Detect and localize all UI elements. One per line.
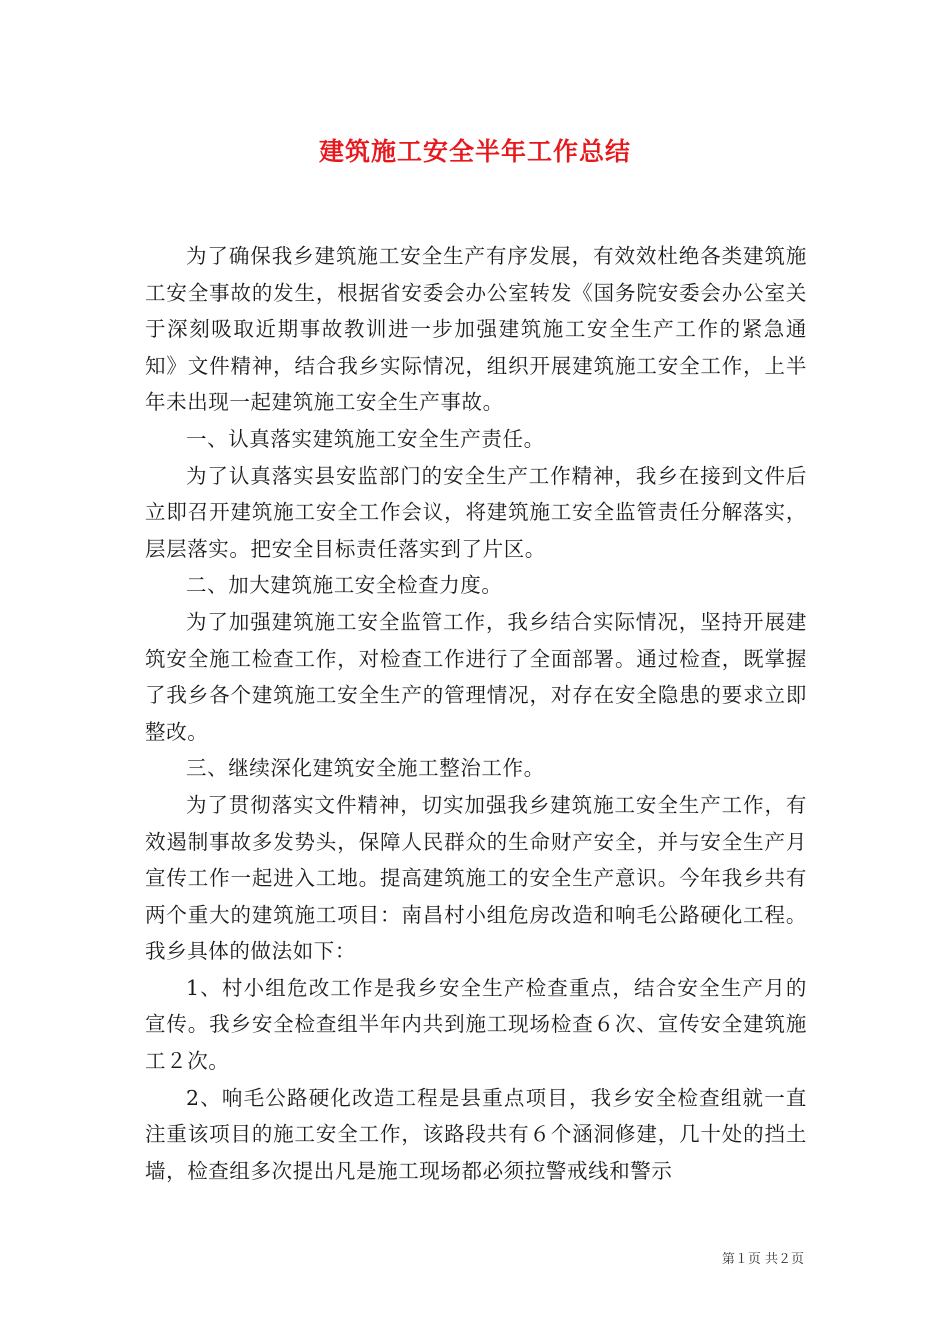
paragraph-intro: 为了确保我乡建筑施工安全生产有序发展，有效效杜绝各类建筑施工安全事故的发生，根据省安委会办公室转发《国务院安委会办公室关于深刻吸取近期事故教训进一步加强建筑施工安全生产工作的紧急通知》文件精神，结合我乡实际情况，组织开展建筑施工安全工作，上半年未出现一起建筑施工安全生产事故。 [145, 244, 807, 415]
paragraph-section-2: 为了加强建筑施工安全监管工作，我乡结合实际情况，坚持开展建筑安全施工检查工作，对检查工作进行了全面部署。通过检查，既掌握了我乡各个建筑施工安全生产的管理情况，对存在安全隐患的要求立即整改。 [145, 609, 807, 744]
paragraph-section-3: 为了贯彻落实文件精神，切实加强我乡建筑施工安全生产工作，有效遏制事故多发势头，保障人民群众的生命财产安全，并与安全生产月宣传工作一起进入工地。提高建筑施工的安全生产意识。今年我乡共有两个重大的建筑施工项目：南昌村小组危房改造和响毛公路硬化工程。我乡具体的做法如下： [145, 792, 807, 964]
document-title: 建筑施工安全半年工作总结 [318, 137, 631, 166]
paragraph-section-1: 为了认真落实县安监部门的安全生产工作精神，我乡在接到文件后立即召开建筑施工安全工作会议，将建筑施工安全监管责任分解落实，层层落实。把安全目标责任落实到了片区。 [145, 463, 807, 561]
section-heading-3: 三、继续深化建筑安全施工整治工作。 [186, 756, 545, 781]
document-body [145, 238, 807, 1189]
page-number: 第１页 共２页 [721, 1252, 804, 1267]
section-heading-1: 一、认真落实建筑施工安全生产责任。 [186, 426, 545, 451]
section-heading-2: 二、加大建筑施工安全检查力度。 [186, 573, 503, 598]
list-item-2: 2、响毛公路硬化改造工程是县重点项目，我乡安全检查组就一直注重该项目的施工安全工作，该路段共有６个涵洞修建，几十处的挡土墙，检查组多次提出凡是施工现场都必须拉警戒线和警示 [145, 1085, 807, 1183]
list-item-1: 1、村小组危改工作是我乡安全生产检查重点，结合安全生产月的宣传。我乡安全检查组半年内共到施工现场检查６次、宣传安全建筑施工２次。 [145, 975, 807, 1074]
